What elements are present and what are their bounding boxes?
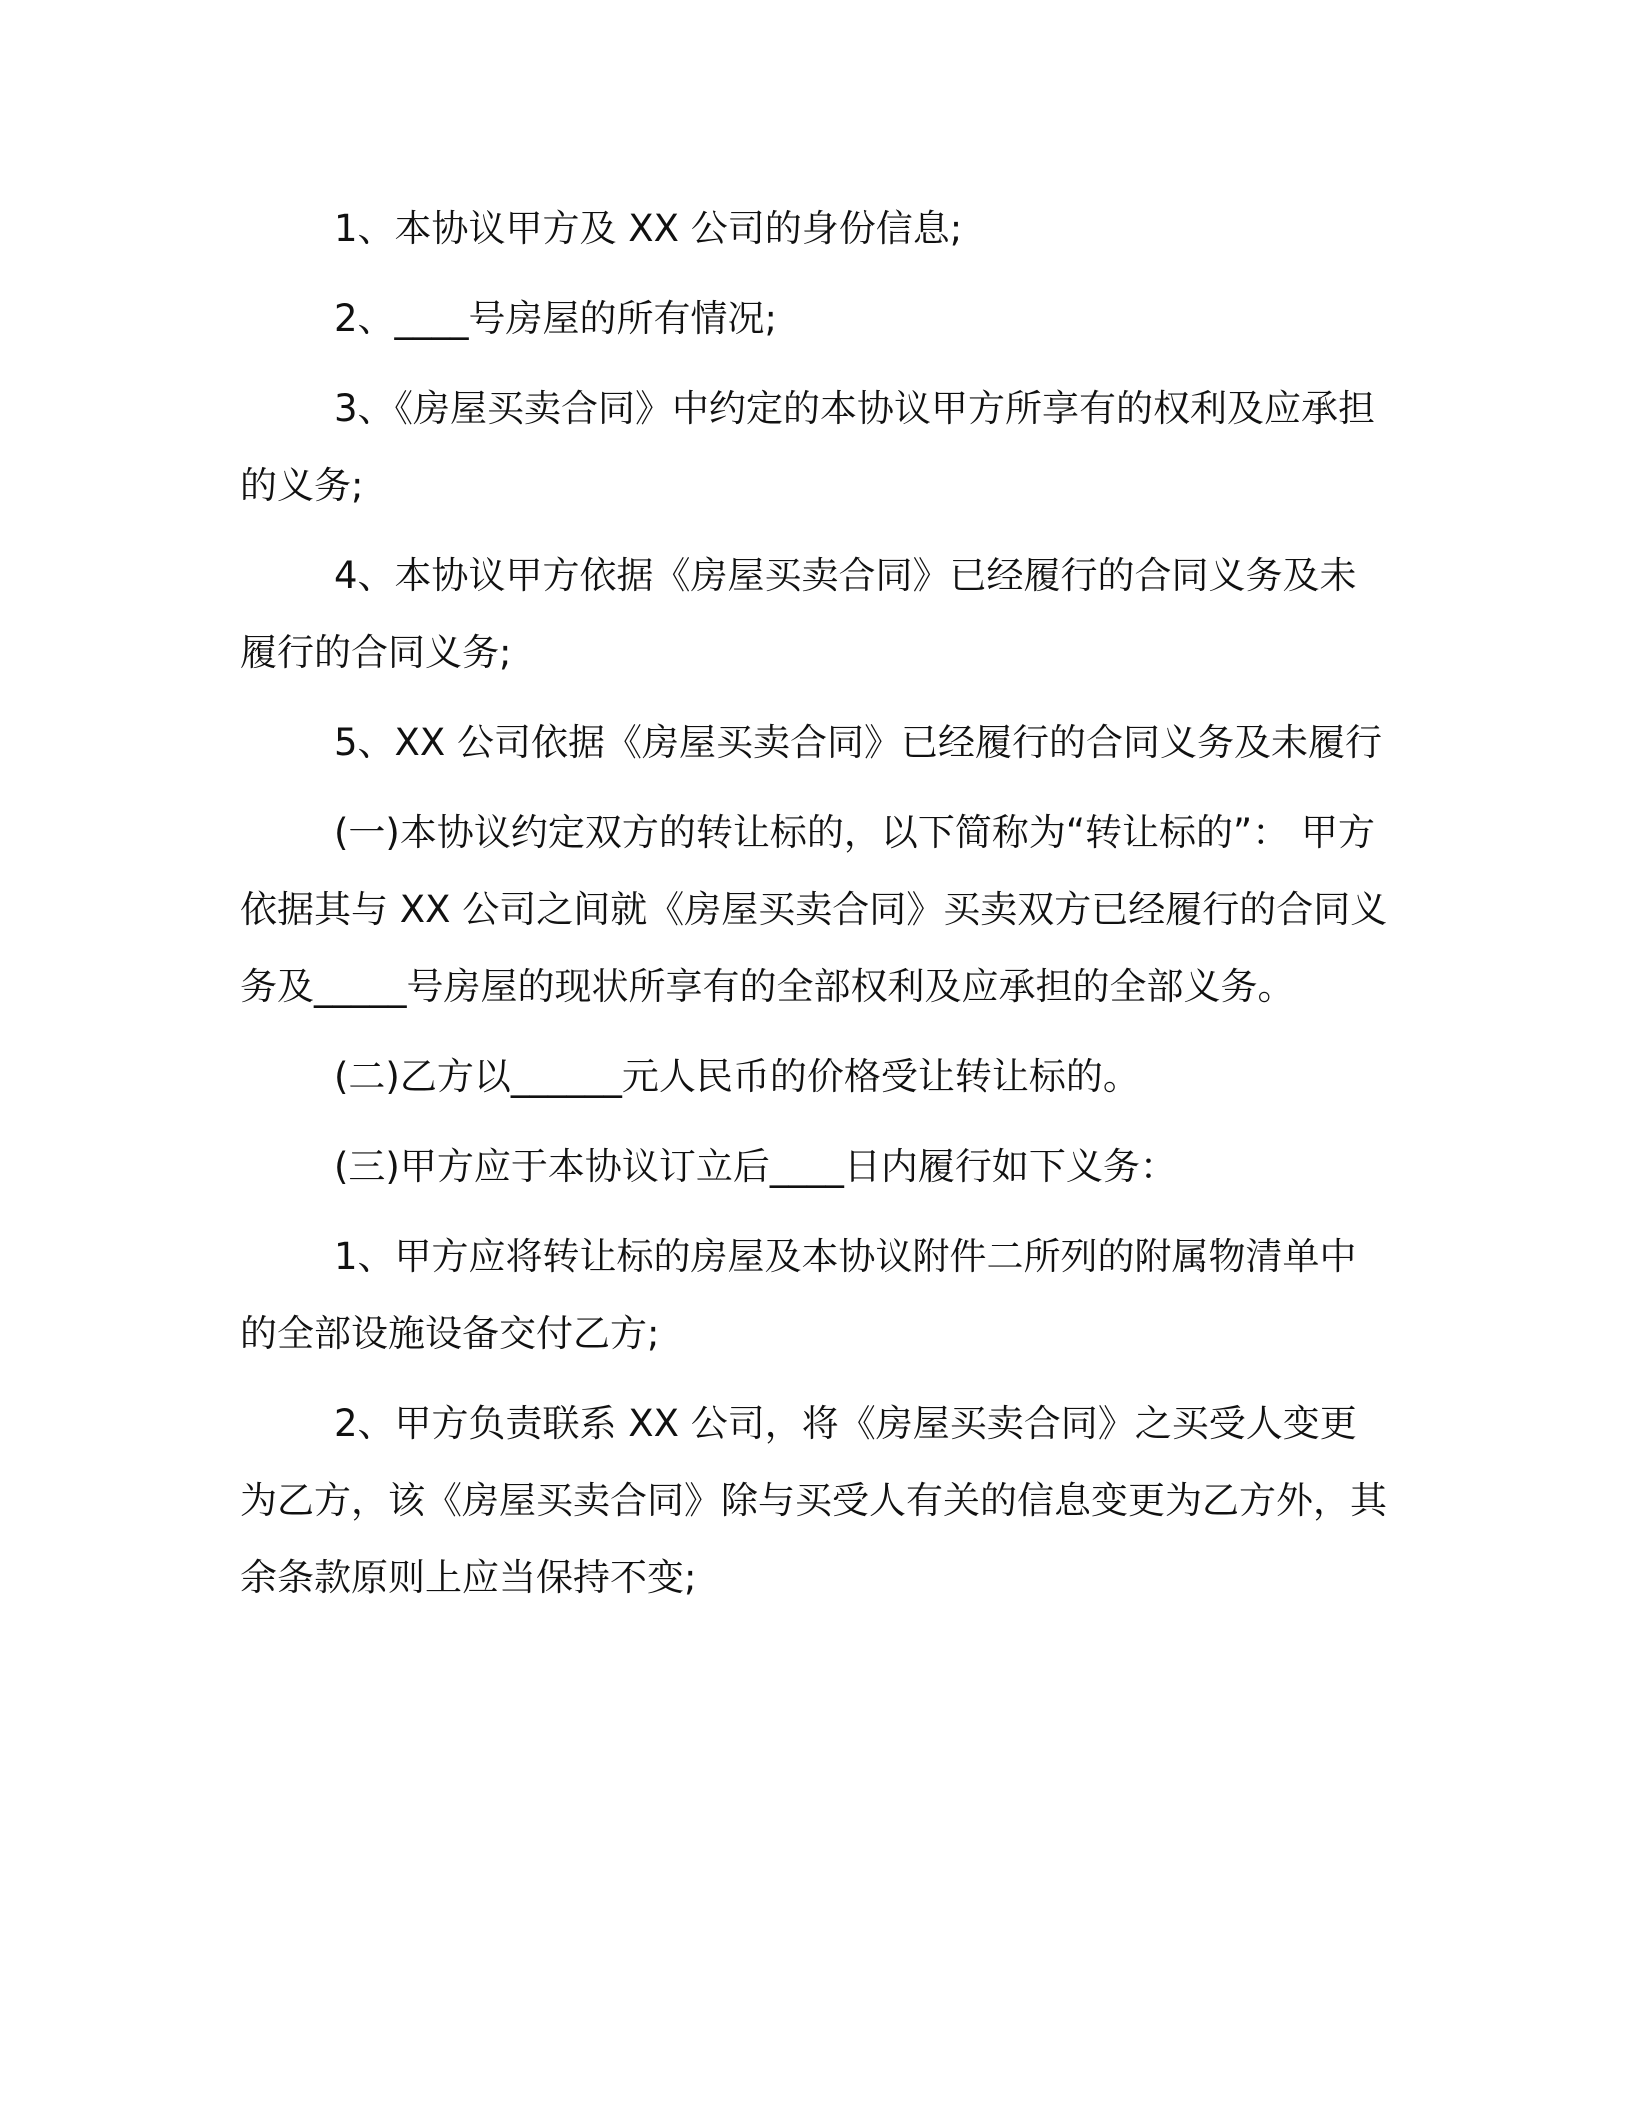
- paragraph-party-a-duties: (三)甲方应于本协议订立后____日内履行如下义务：: [334, 1145, 1177, 1188]
- paragraph-delivery: 1、甲方应将转让标的房屋及本协议附件二所列的附属物清单中的全部设施设备交付乙方;: [240, 1235, 1357, 1355]
- paragraph-transfer-subject: (一)本协议约定双方的转让标的，以下简称为“转让标的”： 甲方依据其与 XX 公司之间就《房屋买卖合同》买卖双方已经履行的合同义务及_____号房屋的现状所享有的全部权利及应承担的全部义务。: [240, 811, 1388, 1008]
- paragraph-contract-rights: 3、《房屋买卖合同》中约定的本协议甲方所享有的权利及应承担的义务;: [240, 387, 1376, 507]
- paragraph-party-a-obligations: 4、本协议甲方依据《房屋买卖合同》已经履行的合同义务及未履行的合同义务;: [240, 554, 1357, 674]
- paragraph-identity-info: 1、本协议甲方及 XX 公司的身份信息;: [334, 207, 963, 250]
- paragraph-company-obligations: 5、XX 公司依据《房屋买卖合同》已经履行的合同义务及未履行: [334, 721, 1382, 764]
- document-body: [240, 190, 1390, 1629]
- paragraph-transfer-price: (二)乙方以______元人民币的价格受让转让标的。: [334, 1055, 1140, 1098]
- paragraph-house-status: 2、____号房屋的所有情况;: [334, 297, 778, 340]
- paragraph-buyer-change: 2、甲方负责联系 XX 公司，将《房屋买卖合同》之买受人变更为乙方，该《房屋买卖合同》除与买受人有关的信息变更为乙方外，其余条款原则上应当保持不变;: [240, 1402, 1387, 1599]
